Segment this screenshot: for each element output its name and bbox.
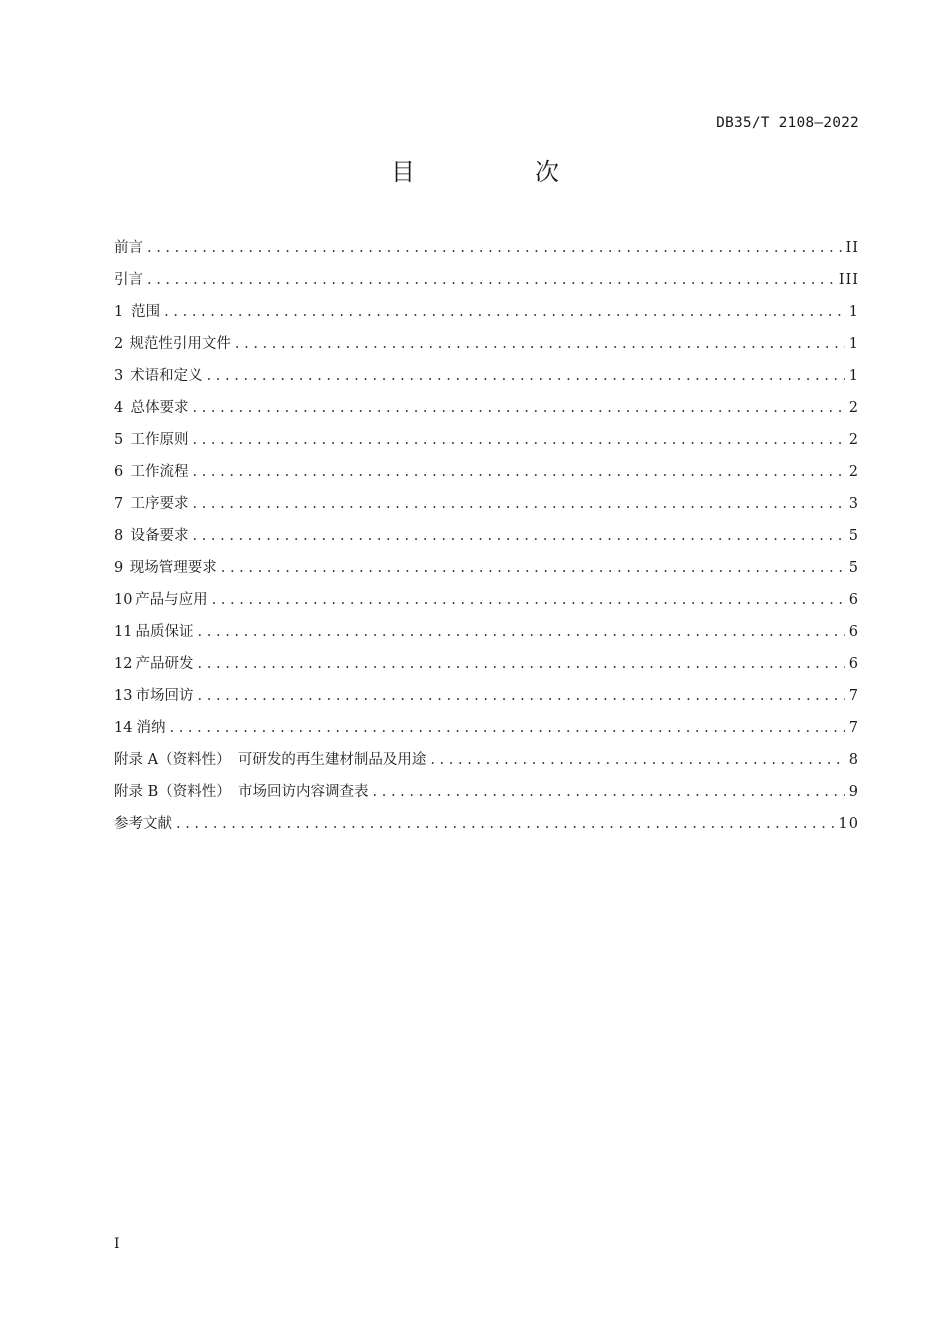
dot-leader	[198, 688, 845, 704]
toc-entry-label: 前言	[114, 240, 143, 256]
toc-entry-page: 6	[848, 592, 859, 608]
toc-entry-number: 12	[114, 656, 133, 672]
toc-entry-page: 3	[848, 496, 859, 512]
dot-leader	[192, 464, 844, 480]
toc-entry-page: 8	[848, 752, 859, 768]
toc-entry-page: 2	[848, 432, 859, 448]
toc-entry[interactable]	[114, 428, 859, 460]
dot-leader	[147, 240, 842, 256]
toc-entry[interactable]	[114, 748, 859, 780]
toc-entry-label: 市场回访	[135, 688, 194, 704]
toc-entry-page: 2	[848, 464, 859, 480]
dot-leader	[198, 656, 845, 672]
toc-entry[interactable]	[114, 556, 859, 588]
dot-leader	[198, 624, 845, 640]
toc-entry-label: 总体要求	[130, 400, 189, 416]
toc-entry-page: 10	[838, 816, 859, 832]
toc-entry-page: 1	[848, 304, 859, 320]
toc-entry[interactable]	[114, 716, 859, 748]
dot-leader	[176, 816, 835, 832]
toc-entry[interactable]	[114, 684, 859, 716]
toc-entry[interactable]	[114, 780, 859, 812]
toc-entry-label: 引言	[114, 272, 143, 288]
toc-entry-label: 现场管理要求	[129, 560, 217, 576]
toc-entry[interactable]	[114, 492, 859, 524]
page-number: I	[114, 1236, 120, 1252]
toc-entry-number: 1	[114, 304, 124, 320]
toc-entry[interactable]	[114, 812, 859, 844]
toc-entry-label: 品质保证	[135, 624, 194, 640]
dot-leader	[207, 368, 845, 384]
dot-leader	[192, 400, 844, 416]
toc-entry[interactable]	[114, 524, 859, 556]
toc-entry-label: 工作原则	[130, 432, 189, 448]
toc-entry-page: 6	[848, 624, 859, 640]
toc-entry-page: III	[838, 272, 859, 288]
toc-entry-number: 7	[114, 496, 124, 512]
toc-entry-number: 5	[114, 432, 124, 448]
dot-leader	[235, 336, 845, 352]
toc-entry-page: 7	[848, 720, 859, 736]
dot-leader	[221, 560, 845, 576]
dot-leader	[169, 720, 844, 736]
dot-leader	[192, 496, 844, 512]
toc-entry-number: 8	[114, 528, 124, 544]
toc-entry-number: 10	[114, 592, 133, 608]
toc-entry[interactable]	[114, 460, 859, 492]
toc-entry[interactable]	[114, 620, 859, 652]
toc-entry-number: 13	[114, 688, 133, 704]
page-title: 目 次	[391, 158, 607, 186]
toc-entry-page: 2	[848, 400, 859, 416]
toc-entry-label: 术语和定义	[130, 368, 203, 384]
toc-entry-label: 规范性引用文件	[129, 336, 231, 352]
toc-entry-number: 4	[114, 400, 124, 416]
toc-entry-label: 工作流程	[130, 464, 189, 480]
toc-entry-page: II	[845, 240, 859, 256]
dot-leader	[164, 304, 845, 320]
toc-entry-label: 附录 B（资料性） 市场回访内容调查表	[114, 784, 369, 800]
toc-entry-label: 产品与应用	[135, 592, 208, 608]
dot-leader	[147, 272, 835, 288]
dot-leader	[192, 528, 844, 544]
toc-entry[interactable]	[114, 236, 859, 268]
toc-entry-number: 9	[114, 560, 124, 576]
toc-entry[interactable]	[114, 396, 859, 428]
toc-entry-label: 工序要求	[130, 496, 189, 512]
toc-entry-page: 1	[848, 336, 859, 352]
dot-leader	[212, 592, 845, 608]
table-of-contents	[114, 236, 859, 844]
toc-entry-label: 消纳	[136, 720, 166, 736]
toc-entry-label: 产品研发	[135, 656, 194, 672]
toc-entry-page: 7	[848, 688, 859, 704]
toc-entry[interactable]	[114, 364, 859, 396]
toc-entry-number: 6	[114, 464, 124, 480]
dot-leader	[430, 752, 844, 768]
standard-code: DB35/T 2108—2022	[716, 115, 859, 131]
toc-entry[interactable]	[114, 652, 859, 684]
toc-entry-label: 参考文献	[114, 816, 172, 832]
toc-entry-label: 范围	[131, 304, 161, 320]
toc-entry[interactable]	[114, 588, 859, 620]
toc-entry[interactable]	[114, 268, 859, 300]
toc-entry-page: 5	[848, 528, 859, 544]
toc-entry-page: 5	[848, 560, 859, 576]
toc-entry[interactable]	[114, 300, 859, 332]
toc-entry-number: 11	[114, 624, 133, 640]
toc-entry-page: 1	[848, 368, 859, 384]
toc-entry-page: 6	[848, 656, 859, 672]
toc-entry-label: 设备要求	[130, 528, 189, 544]
toc-entry-number: 14	[114, 720, 133, 736]
toc-entry-number: 3	[114, 368, 124, 384]
toc-entry-number: 2	[114, 336, 124, 352]
dot-leader	[373, 784, 845, 800]
toc-entry[interactable]	[114, 332, 859, 364]
dot-leader	[192, 432, 844, 448]
toc-entry-label: 附录 A（资料性） 可研发的再生建材制品及用途	[114, 752, 427, 768]
toc-entry-page: 9	[848, 784, 859, 800]
